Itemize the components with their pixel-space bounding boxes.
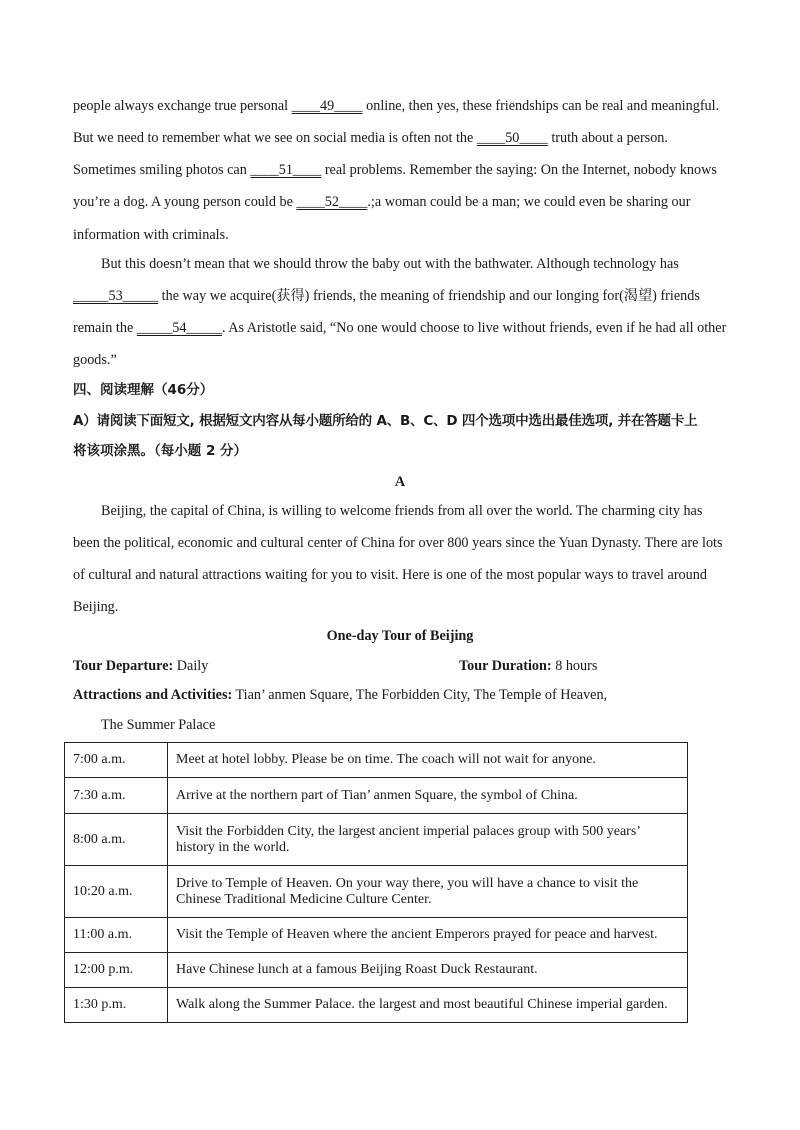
- tour-attractions-cont: The Summer Palace: [101, 717, 216, 733]
- blank-53: _____53_____: [73, 288, 159, 304]
- schedule-row: [65, 778, 688, 814]
- tour-duration: [459, 656, 759, 676]
- schedule-activity: Meet at hotel lobby. Please be on time. The coach will not wait for anyone.: [168, 743, 688, 778]
- schedule-row: [65, 743, 688, 778]
- schedule-activity: Visit the Temple of Heaven where the ancient Emperors prayed for peace and harvest.: [168, 918, 688, 953]
- cloze-text: .;a woman could be a man; we could even be sharing our: [367, 194, 691, 210]
- schedule-activity: Walk along the Summer Palace. the largest and most beautiful Chinese imperial garden.: [168, 988, 688, 1023]
- cloze-line-8: [73, 318, 733, 338]
- cloze-text: online, then yes, these friendships can be real and meaningful.: [362, 98, 720, 114]
- cloze-line-3: [73, 160, 733, 180]
- cloze-line-5: information with criminals.: [73, 227, 229, 243]
- blank-52: ____52____: [296, 194, 368, 210]
- schedule-time: 7:30 a.m.: [65, 778, 168, 814]
- section-instruction-2: 将该项涂黑。（每小题 2 分）: [73, 443, 248, 459]
- cloze-text: real problems. Remember the saying: On the Internet, nobody knows: [321, 162, 717, 178]
- schedule-time: 12:00 p.m.: [65, 953, 168, 988]
- blank-54: _____54_____: [136, 320, 222, 336]
- passage-line-4: Beijing.: [73, 599, 119, 615]
- section-instruction-1: A）请阅读下面短文, 根据短文内容从每小题所给的 A、B、C、D 四个选项中选出最佳选项, 并在答题卡上: [73, 413, 698, 429]
- cloze-line-4: [73, 192, 733, 212]
- schedule-row: [65, 918, 688, 953]
- blank-51: ____51____: [250, 162, 322, 178]
- cloze-text: you’re a dog. A young person could be: [73, 194, 297, 210]
- departure-value: Daily: [173, 658, 209, 674]
- passage-line-3: of cultural and natural attractions waiting for you to visit. Here is one of the most popular ways to travel around: [73, 567, 707, 583]
- blank-49: ____49____: [291, 98, 363, 114]
- attractions-label: Attractions and Activities:: [73, 687, 233, 703]
- schedule-time: 1:30 p.m.: [65, 988, 168, 1023]
- passage-line-2: been the political, economic and cultural center of China for over 800 years since the Yuan Dynasty. There are lots: [73, 535, 723, 551]
- duration-value: 8 hours: [551, 658, 598, 674]
- duration-label: Tour Duration:: [459, 658, 552, 674]
- passage-line-1: Beijing, the capital of China, is willing to welcome friends from all over the world. The charming city has: [101, 503, 703, 519]
- cloze-text: . As Aristotle said, “No one would choose to live without friends, even if he had all other: [221, 320, 727, 336]
- section-title: 四、阅读理解（46分）: [73, 382, 214, 398]
- schedule-row: [65, 814, 688, 866]
- schedule-time: 7:00 a.m.: [65, 743, 168, 778]
- blank-50: ____50____: [476, 130, 548, 146]
- schedule-time: 8:00 a.m.: [65, 814, 168, 866]
- schedule-activity: Arrive at the northern part of Tian’ anmen Square, the symbol of China.: [168, 778, 688, 814]
- cloze-line-9: goods.”: [73, 352, 117, 368]
- schedule-time: 11:00 a.m.: [65, 918, 168, 953]
- cloze-line-7: [73, 286, 733, 306]
- schedule-table: [64, 742, 688, 1023]
- schedule-time: 10:20 a.m.: [65, 866, 168, 918]
- schedule-activity: Visit the Forbidden City, the largest ancient imperial palaces group with 500 years’ history in the world.: [168, 814, 688, 866]
- cloze-line-6: But this doesn’t mean that we should throw the baby out with the bathwater. Although technology has: [101, 256, 679, 272]
- cloze-text: remain the: [73, 320, 137, 336]
- tour-title: One-day Tour of Beijing: [326, 628, 474, 644]
- attractions-value: Tian’ anmen Square, The Forbidden City, The Temple of Heaven,: [232, 687, 608, 703]
- cloze-line-2: [73, 128, 733, 148]
- cloze-text: the way we acquire(获得) friends, the meaning of friendship and our longing for(渴望) friends: [158, 288, 700, 304]
- schedule-activity: Have Chinese lunch at a famous Beijing Roast Duck Restaurant.: [168, 953, 688, 988]
- schedule-row: [65, 866, 688, 918]
- tour-attractions: [73, 685, 733, 705]
- schedule-row: [65, 953, 688, 988]
- schedule-row: [65, 988, 688, 1023]
- cloze-text: But we need to remember what we see on social media is often not the: [73, 130, 477, 146]
- departure-label: Tour Departure:: [73, 658, 174, 674]
- cloze-text: people always exchange true personal: [73, 98, 292, 114]
- cloze-text: truth about a person.: [547, 130, 668, 146]
- cloze-text: Sometimes smiling photos can: [73, 162, 251, 178]
- passage-letter: A: [394, 474, 406, 490]
- schedule-activity: Drive to Temple of Heaven. On your way there, you will have a chance to visit the Chinese Traditional Medicine Culture Center.: [168, 866, 688, 918]
- cloze-line-1: [73, 96, 733, 116]
